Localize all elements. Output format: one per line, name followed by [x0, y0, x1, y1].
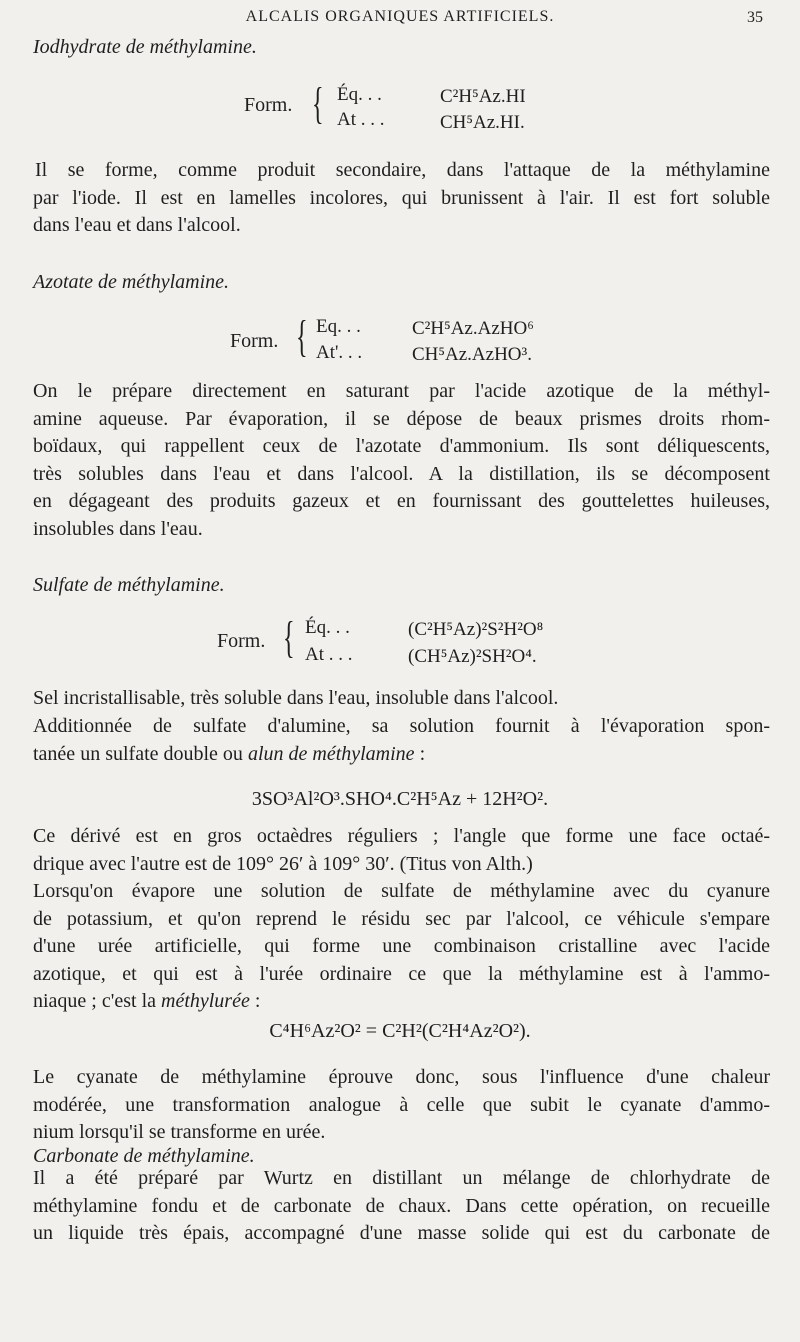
formula-eq: (C²H⁵Az)²S²H²O⁸ [408, 619, 544, 640]
text-line: très solubles dans l'eau et dans l'alcool. A la distillation, ils se décomposent [33, 462, 770, 485]
text-line: amine aqueuse. Par évaporation, il se dépose de beaux prismes droits rhom- [33, 407, 770, 430]
formula-eq: C²H⁵Az.HI [440, 86, 526, 107]
paragraph-sulfate-5 [33, 1064, 770, 1147]
text-line [33, 988, 770, 1016]
text-line: On le prépare directement en saturant par l'acide azotique de la méthyl- [33, 380, 770, 402]
text-span: niaque ; c'est la [33, 990, 161, 1013]
running-title: ALCALIS ORGANIQUES ARTIFICIELS. [245, 8, 555, 25]
text-line [33, 741, 770, 769]
text-line: boïdaux, qui rappellent ceux de l'azotate d'ammonium. Ils sont déliquescents, [33, 435, 770, 458]
text-line: drique avec l'autre est de 109° 26′ à 109° 30′. (Titus von Alth.) [33, 852, 533, 875]
italic-term: alun de méthylamine [247, 742, 415, 765]
text-line: Sel incristallisable, très soluble dans l'eau, insoluble dans l'alcool. [33, 687, 559, 709]
text-line: un liquide très épais, accompagné d'une masse solide qui est du carbonate de [33, 1222, 770, 1245]
paragraph-sulfate-4 [33, 878, 770, 1016]
text-line: dans l'eau et dans l'alcool. [33, 214, 241, 237]
text-line: par l'iode. Il est en lamelles incolores, qui brunissent à l'air. Il est fort soluble [33, 186, 770, 209]
text-line: Lorsqu'on évapore une solution de sulfate de méthylamine avec du cyanure [33, 880, 770, 902]
text-line: Il se forme, comme produit secondaire, dans l'attaque de la méthylamine [35, 159, 770, 181]
text-span: : [249, 990, 261, 1013]
paragraph-sulfate-2 [33, 713, 770, 768]
formula-eq-label: Éq. . . [305, 617, 350, 638]
form-label: Form. [230, 330, 279, 352]
paragraph-iodhydrate [33, 157, 770, 240]
brace-icon: { [296, 312, 308, 361]
text-line: Il a été préparé par Wurtz en distillant un mélange de chlorhydrate de [33, 1167, 770, 1189]
formula-at-label: At . . . [305, 644, 353, 665]
paragraph-carbonate [33, 1165, 770, 1248]
section-heading-sulfate: Sulfate de méthylamine. [33, 574, 225, 596]
formula-at: (CH⁵Az)²SH²O⁴. [408, 646, 537, 667]
text-line: Additionnée de sulfate d'alumine, sa solution fournit à l'évaporation spon- [33, 715, 770, 737]
brace-icon: { [283, 613, 295, 662]
text-span: : [414, 742, 426, 765]
section-heading-carbonate: Carbonate de méthylamine. [33, 1145, 255, 1167]
text-span: tanée un sulfate double ou [33, 742, 248, 765]
page-number: 35 [747, 9, 763, 26]
form-label: Form. [217, 630, 266, 652]
brace-icon: { [312, 79, 324, 128]
section-heading-azotate: Azotate de méthylamine. [33, 271, 230, 293]
text-line: azotique, et qui est à l'urée ordinaire ce que la méthylamine est à l'ammo- [33, 962, 770, 985]
formula-eq: C²H⁵Az.AzHO⁶ [412, 318, 534, 339]
formula-at: CH⁵Az.AzHO³. [412, 344, 532, 365]
text-line: Ce dérivé est en gros octaèdres réguliers ; l'angle que forme une face octaé- [33, 825, 770, 847]
paragraph-azotate [33, 378, 770, 544]
formula-eq-label: Eq. . . [316, 316, 361, 337]
formula-at: CH⁵Az.HI. [440, 112, 525, 133]
alun-equation: 3SO³Al²O³.SHO⁴.C²H⁵Az + 12H²O². [251, 788, 549, 810]
section-heading-iodhydrate: Iodhydrate de méthylamine. [33, 36, 257, 58]
text-line: modérée, une transformation analogue à celle que subit le cyanate d'ammo- [33, 1093, 770, 1116]
text-line: méthylamine fondu et de carbonate de chaux. Dans cette opération, on recueille [33, 1194, 770, 1217]
text-line: insolubles dans l'eau. [33, 517, 203, 540]
text-line: de potassium, et qu'on reprend le résidu sec par l'alcool, ce véhicule s'empare [33, 907, 770, 930]
paragraph-sulfate-1 [33, 685, 770, 713]
text-line: nium lorsqu'il se transforme en urée. [33, 1121, 326, 1144]
text-line: en dégageant des produits gazeux et en fournissant des gouttelettes huileuses, [33, 490, 770, 513]
uree-equation: C⁴H⁶Az²O² = C²H²(C²H⁴Az²O²). [269, 1020, 531, 1042]
formula-at-label: At'. . . [316, 342, 363, 363]
form-label: Form. [244, 94, 293, 116]
text-line: d'une urée artificielle, qui forme une combinaison cristalline avec l'acide [33, 935, 770, 958]
italic-term: méthylurée [161, 990, 250, 1013]
formula-eq-label: Éq. . . [337, 84, 382, 105]
text-line: Le cyanate de méthylamine éprouve donc, sous l'influence d'une chaleur [33, 1066, 770, 1088]
formula-at-label: At . . . [337, 109, 385, 130]
paragraph-sulfate-3 [33, 823, 770, 878]
